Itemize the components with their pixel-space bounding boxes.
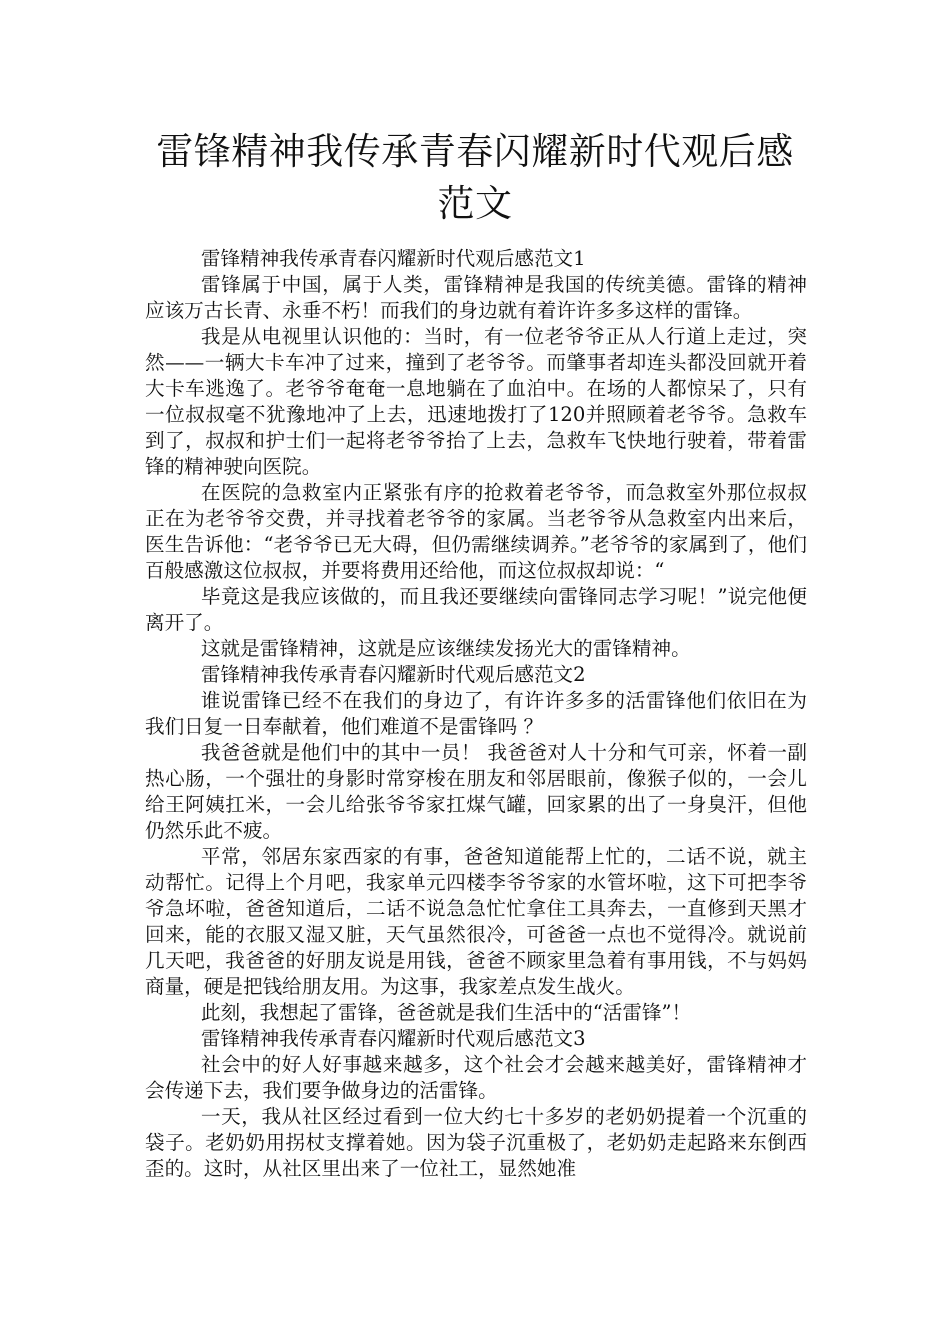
section-heading: 雷锋精神我传承青春闪耀新时代观后感范文2 [200,663,586,686]
paragraph: 我爸爸就是他们中的其中一员！ 我爸爸对人十分和气可亲，怀着一副热心肠，一个强壮的身影时常穿梭在朋友和邻居眼前，像猴子似的，一会儿给王阿姨扛米，一会儿给张爷爷家扛煤气罐，回家累的出了一身臭汗，但他仍然乐此不疲。 [145,741,807,842]
section-heading: 雷锋精神我传承青春闪耀新时代观后感范文1 [200,247,586,270]
document-body [145,246,807,1182]
paragraph: 一天，我从社区经过看到一位大约七十多岁的老奶奶提着一个沉重的袋子。老奶奶用拐杖支撑着她。因为袋子沉重极了，老奶奶走起路来东倒西歪的。这时，从社区里出来了一位社工，显然她准 [145,1105,807,1180]
paragraph: 雷锋属于中国，属于人类，雷锋精神是我国的传统美德。雷锋的精神应该万古长青、永垂不朽！而我们的身边就有着许许多多这样的雷锋。 [145,273,807,322]
paragraph: 此刻，我想起了雷锋，爸爸就是我们生活中的“活雷锋”！ [200,1001,692,1024]
document-title: 雷锋精神我传承青春闪耀新时代观后感范文 [156,130,794,225]
paragraph: 我是从电视里认识他的：当时，有一位老爷爷正从人行道上走过，突然——一辆大卡车冲了过来，撞到了老爷爷。而肇事者却连头都没回就开着大卡车逃逸了。老爷爷奄奄一息地躺在了血泊中。在场的人都惊呆了，只有一位叔叔毫不犹豫地冲了上去，迅速地拨打了120并照顾着老爷爷。急救车到了，叔叔和护士们一起将老爷爷抬了上去，急救车飞快地行驶着，带着雷锋的精神驶向医院。 [145,325,807,478]
paragraph: 这就是雷锋精神，这就是应该继续发扬光大的雷锋精神。 [200,637,691,660]
section-heading: 雷锋精神我传承青春闪耀新时代观后感范文3 [200,1027,586,1050]
paragraph: 在医院的急救室内正紧张有序的抢救着老爷爷，而急救室外那位叔叔正在为老爷爷交费，并寻找着老爷爷的家属。当老爷爷从急救室内出来后，医生告诉他：“老爷爷已无大碍，但仍需继续调养。”老爷爷的家属到了，他们百般感激这位叔叔，并要将费用还给他，而这位叔叔却说：“ [145,481,807,582]
paragraph: 毕竟这是我应该做的，而且我还要继续向雷锋同志学习呢！”说完他便离开了。 [145,585,807,634]
paragraph: 社会中的好人好事越来越多，这个社会才会越来越美好，雷锋精神才会传递下去，我们要争做身边的活雷锋。 [145,1053,807,1102]
paragraph: 谁说雷锋已经不在我们的身边了，有许许多多的活雷锋他们依旧在为我们日复一日奉献着，他们难道不是雷锋吗 ？ [145,689,807,738]
paragraph: 平常，邻居东家西家的有事，爸爸知道能帮上忙的，二话不说，就主动帮忙。记得上个月吧，我家单元四楼李爷爷家的水管坏啦，这下可把李爷爷急坏啦，爸爸知道后，二话不说急急忙忙拿住工具奔去，一直修到天黑才回来，能的衣服又湿又脏，天气虽然很冷，可爸爸一点也不觉得冷。就说前几天吧，我爸爸的好朋友说是用钱，爸爸不顾家里急着有事用钱，不与妈妈商量，硬是把钱给朋友用。为这事，我家差点发生战火。 [145,845,807,998]
